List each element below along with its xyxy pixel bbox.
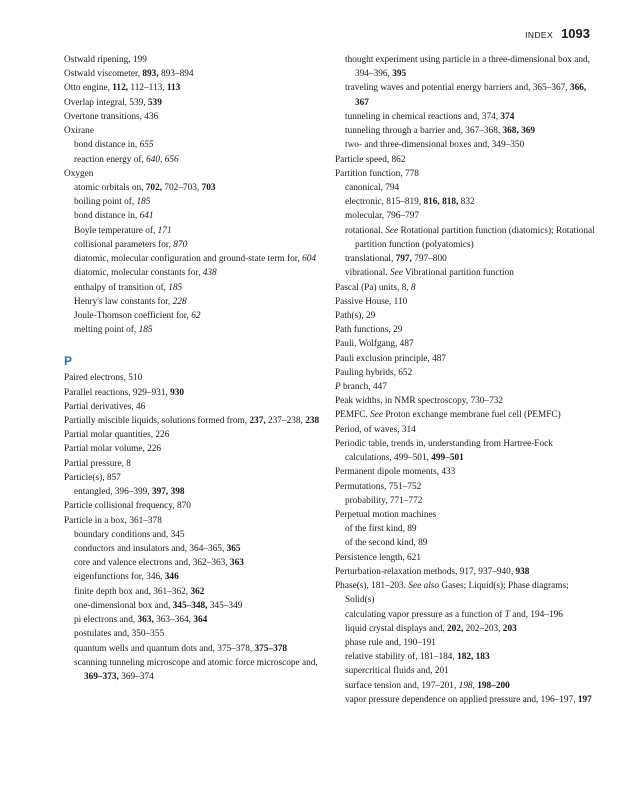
index-entry [335, 437, 597, 465]
entry-text: calculating vapor pressure as a function of [345, 609, 505, 620]
index-entry [335, 309, 597, 323]
entry-text: branch, 447 [340, 382, 387, 393]
index-entry [335, 295, 597, 309]
entry-text: Peak widths, in NMR spectroscopy, 730–732 [335, 396, 504, 407]
page-ref-bold: 499–501 [431, 453, 464, 464]
index-group-p [64, 371, 326, 684]
entry-text: pi electrons and, [74, 615, 138, 626]
page-ref-bold: 345–348, [172, 600, 208, 611]
entry-text: 702–703, [162, 182, 202, 193]
index-entry [335, 565, 597, 579]
index-entry [335, 408, 597, 422]
entry-text: 832 [458, 197, 475, 208]
entry-text: 202–203, [463, 623, 503, 634]
entry-text: core and valence electrons and, 362–363, [74, 558, 230, 569]
entry-text: Otto engine, [64, 83, 113, 94]
entry-text: Oxirane [64, 126, 94, 137]
page-ref-bold: 702, [145, 182, 163, 193]
index-group-p-continued [335, 53, 597, 707]
index-subentry [64, 252, 326, 266]
index-subentry [335, 494, 597, 508]
page-ref-italic: 185 [138, 325, 153, 336]
entry-text: Partial molar volume, 226 [64, 444, 162, 455]
page-ref-bold: 198–200 [477, 680, 510, 691]
index-subentry [64, 224, 326, 238]
page-ref-bold: 112, [112, 83, 129, 94]
entry-text: scanning tunneling microscope and atomic force microscope and, [74, 657, 318, 668]
entry-text: surface tension and, 197–201, [345, 680, 459, 691]
page-ref-italic: 185 [168, 282, 183, 293]
entry-text: of the second kind, 89 [345, 538, 428, 549]
entry-text: collisional parameters for, [74, 239, 174, 250]
entry-text: Oxygen [64, 168, 94, 179]
index-subentry [335, 124, 597, 138]
index-subentry [64, 656, 326, 684]
page-ref-bold: 238 [305, 416, 320, 427]
page-ref-bold: 369–373, [84, 671, 119, 682]
index-subentry [64, 570, 326, 584]
entry-text: Particle speed, 862 [335, 154, 406, 165]
index-entry [64, 428, 326, 442]
page-ref-italic: 870 [173, 239, 188, 250]
entry-text: Pauli exclusion principle, 487 [335, 353, 447, 364]
entry-text: Perpetual motion machines [335, 510, 437, 520]
index-entry [64, 96, 326, 110]
index-entry [64, 67, 326, 81]
index-column-right [335, 53, 597, 707]
index-subentry [335, 81, 597, 109]
entry-text: Ostwald ripening, 199 [64, 55, 147, 65]
index-subentry [64, 528, 326, 542]
index-group-o [64, 53, 326, 337]
index-subentry [335, 679, 597, 693]
index-subentry [335, 664, 597, 678]
entry-text: postulates and, 350–355 [74, 629, 165, 640]
page-ref-bold: 930 [170, 387, 185, 398]
index-entry [64, 110, 326, 124]
index-subentry [335, 650, 597, 664]
entry-text: Particle collisional frequency, 870 [64, 501, 191, 512]
index-entry [335, 352, 597, 366]
page-number: 1093 [561, 26, 590, 41]
page-ref-bold: 816, 818, [423, 197, 459, 208]
index-entry [335, 480, 597, 494]
page-ref-bold: 374 [500, 111, 515, 122]
entry-text: quantum wells and quantum dots and, 375–378, [74, 643, 255, 654]
entry-text: probability, 771–772 [345, 495, 423, 506]
index-subentry [335, 536, 597, 550]
index-subentry [335, 224, 597, 252]
entry-text: Boyle temperature of, [74, 225, 158, 236]
entry-text: entangled, 396–399, [74, 487, 152, 498]
index-subentry [64, 281, 326, 295]
index-entry [64, 386, 326, 400]
index-subentry [335, 181, 597, 195]
entry-text: Permutations, 751–752 [335, 481, 422, 492]
page-ref-bold: 397, 398 [151, 487, 185, 498]
entry-text: Persistence length, 621 [335, 552, 421, 563]
entry-text: diatomic, molecular configuration and ground-state term for, [74, 254, 303, 265]
index-subentry [335, 622, 597, 636]
entry-text: Perturbation-relaxation methods, 917, 937–940, [335, 566, 516, 577]
index-subentry [64, 209, 326, 223]
entry-text: Phase(s), 181–203. [335, 581, 409, 592]
page-ref-bold: 203 [502, 623, 517, 634]
entry-text: vapor pressure dependence on applied pressure and, 196–197, [345, 694, 578, 705]
entry-text: Henry's law constants for, [74, 296, 173, 307]
index-subentry [64, 556, 326, 570]
index-entry [335, 380, 597, 394]
page-ref-bold: 797, [395, 254, 412, 265]
entry-text: and, 194–196 [509, 609, 563, 620]
index-entry [64, 400, 326, 414]
page-ref-bold: 938 [515, 566, 530, 577]
entry-text: Partition function, 778 [335, 168, 419, 179]
entry-text: Rotational partition function (diatomics); Rotational partition function (polyatomics) [355, 225, 595, 250]
entry-text: Passive House, 110 [335, 296, 408, 307]
index-subentry [64, 599, 326, 613]
index-entry [335, 366, 597, 380]
entry-text: Paired electrons, 510 [64, 373, 143, 384]
entry-text: Vibrational partition function [402, 268, 514, 279]
entry-text: Partial molar quantities, 226 [64, 430, 170, 441]
entry-text: one-dimensional box and, [74, 600, 173, 611]
page-ref-bold: 362 [190, 586, 205, 597]
index-entry [335, 167, 597, 181]
page-ref-italic: See [385, 225, 399, 236]
index-entry [335, 551, 597, 565]
page-ref-italic: See [389, 268, 403, 279]
entry-text: two- and three-dimensional boxes and, 349–350 [345, 140, 525, 151]
entry-text: Permanent dipole moments, 433 [335, 467, 456, 478]
page-ref-bold: 197 [577, 694, 592, 705]
entry-text: Overlap integral, 539, [64, 97, 148, 108]
index-subentry [335, 110, 597, 124]
index-subentry [64, 585, 326, 599]
entry-text: Particle in a box, 361–378 [64, 515, 162, 526]
index-subentry [64, 627, 326, 641]
entry-text: Partially miscible liquids, solutions formed from, [64, 416, 250, 427]
header-label: INDEX [525, 30, 554, 40]
entry-text: Period, of waves, 314 [335, 424, 416, 435]
entry-text: 345–349 [207, 600, 243, 611]
entry-text: bond distance in, [74, 140, 140, 151]
entry-text: atomic orbitals on, [74, 182, 146, 193]
page-ref-italic: 8 [410, 282, 416, 293]
page-ref-italic: See [370, 410, 384, 421]
entry-text: finite depth box and, 361–362, [74, 586, 191, 597]
page-ref-bold: 346 [164, 572, 179, 583]
entry-text: eigenfunctions for, 346, [74, 572, 165, 583]
page-ref-bold: 703 [201, 182, 216, 193]
index-entry [335, 423, 597, 437]
entry-text: PEMFC. [335, 410, 371, 421]
entry-text: 237–238, [265, 416, 306, 427]
entry-text: translational, [345, 254, 396, 265]
index-entry [335, 281, 597, 295]
index-subentry [335, 693, 597, 707]
page-ref-italic: 604 [302, 254, 317, 265]
index-subentry [64, 542, 326, 556]
index-entry [64, 457, 326, 471]
page-ref-italic: 641 [139, 211, 154, 222]
page-ref-bold: 363, [137, 615, 154, 626]
index-subentry [64, 485, 326, 499]
entry-text: conductors and insulators and, 364–365, [74, 544, 227, 554]
entry-text: phase rule and, 190–191 [345, 637, 436, 648]
entry-text: relative stability of, 181–184, [345, 652, 458, 663]
entry-text: 797–800 [411, 254, 447, 265]
index-entry [64, 499, 326, 513]
page-ref-bold: 113 [166, 83, 181, 94]
entry-text: Partial pressure, 8 [64, 458, 131, 469]
running-header [525, 26, 590, 41]
page-ref-bold: 539 [147, 97, 162, 108]
entry-text: boundary conditions and, 345 [74, 529, 185, 540]
page-ref-bold: 363 [229, 558, 244, 569]
index-entry [64, 471, 326, 485]
index-entry [64, 514, 326, 528]
index-subentry [335, 636, 597, 650]
entry-text: tunneling through a barrier and, 367–368, [345, 126, 503, 137]
index-entry [335, 323, 597, 337]
page-ref-bold: 237, [249, 416, 266, 427]
page-ref-bold: 364 [193, 615, 208, 626]
index-column-left [64, 53, 326, 684]
entry-text: reaction energy of, [74, 154, 147, 165]
entry-text: Pauling hybrids, 652 [335, 367, 413, 378]
page-ref-italic: 185 [136, 197, 151, 208]
index-subentry [335, 608, 597, 622]
index-subentry [64, 642, 326, 656]
page-ref-bold: 202, [447, 623, 464, 634]
index-subentry [64, 238, 326, 252]
page-ref-italic: P [335, 382, 341, 393]
index-subentry [335, 252, 597, 266]
section-letter: P [64, 354, 73, 369]
page-ref-italic: 655 [139, 140, 154, 151]
page-ref-italic: 198, [458, 680, 475, 691]
index-subentry [64, 323, 326, 337]
page-ref-bold: 893, [142, 69, 159, 80]
index-subentry [64, 613, 326, 627]
index-subentry [64, 309, 326, 323]
entry-text: Overtone transitions, 436 [64, 111, 159, 122]
entry-text: melting point of, [74, 325, 139, 336]
index-subentry [64, 181, 326, 195]
entry-text: 893–894 [158, 69, 194, 80]
entry-text: Joule-Thomson coefficient for, [74, 310, 192, 321]
entry-text: Partial derivatives, 46 [64, 401, 146, 412]
index-subentry [64, 153, 326, 167]
index-entry [335, 394, 597, 408]
entry-text: liquid crystal displays and, [345, 623, 447, 634]
index-entry [64, 124, 326, 138]
section-heading-p [64, 351, 326, 371]
entry-text: diatomic, molecular constants for, [74, 268, 203, 279]
index-entry [335, 465, 597, 479]
index-subentry [335, 266, 597, 280]
index-subentry [64, 295, 326, 309]
index-subentry [335, 53, 597, 81]
page-ref-italic: 438 [202, 268, 217, 279]
entry-text: molecular, 796–797 [345, 211, 419, 222]
entry-text: Path(s), 29 [335, 310, 376, 321]
index-subentry [335, 138, 597, 152]
index-subentry [335, 522, 597, 536]
page-ref-italic: 62 [191, 310, 201, 321]
entry-text: Pascal (Pa) units, 8, [335, 282, 411, 293]
index-entry [335, 508, 597, 522]
entry-text: thought experiment using particle in a three-dimensional box and, 394–396, [345, 55, 591, 80]
page-ref-italic: T [504, 609, 510, 620]
entry-text: 112–113, [128, 83, 167, 94]
entry-text: canonical, 794 [345, 182, 400, 193]
entry-text: bond distance in, [74, 211, 140, 222]
page-ref-bold: 368, 369 [502, 126, 536, 137]
section-spacer [64, 337, 326, 351]
index-entry [64, 414, 326, 428]
index-entry [335, 337, 597, 351]
entry-text: rotational. [345, 225, 386, 236]
entry-text: enthalpy of transition of, [74, 282, 169, 293]
page-ref-bold: 395 [392, 69, 407, 80]
page-ref-italic: 171 [157, 225, 172, 236]
entry-text: Gases; Liquid(s); Phase diagrams; Solid(s) [345, 581, 569, 606]
entry-text: 363–364, [153, 615, 194, 626]
page-ref-italic: 640, 656 [146, 154, 179, 165]
entry-text: of the first kind, 89 [345, 524, 417, 535]
index-subentry [64, 266, 326, 280]
entry-text: vibrational. [345, 268, 390, 279]
entry-text: Pauli, Wolfgang, 487 [335, 339, 414, 350]
index-subentry [64, 195, 326, 209]
entry-text: Periodic table, trends in, understanding from Hartree-Fock calculations, 499–501, [335, 438, 553, 464]
entry-text: boiling point of, [74, 197, 137, 208]
entry-text: Parallel reactions, 929–931, [64, 387, 171, 398]
entry-text: supercritical fluids and, 201 [345, 666, 449, 677]
page-ref-bold: 366, 367 [355, 83, 587, 108]
entry-text: 369–374 [118, 671, 154, 682]
index-entry [335, 153, 597, 167]
page-ref-bold: 182, 183 [457, 652, 490, 663]
index-subentry [64, 138, 326, 152]
index-subentry [335, 209, 597, 223]
entry-text: Particle(s), 857 [64, 472, 121, 483]
entry-text: traveling waves and potential energy barriers and, 365–367, [345, 83, 570, 94]
index-entry [335, 579, 597, 607]
page-ref-bold: 365 [226, 544, 241, 554]
entry-text: electronic, 815–819, [345, 197, 424, 208]
index-subentry [335, 195, 597, 209]
index-entry [64, 53, 326, 67]
entry-text: tunneling in chemical reactions and, 374, [345, 111, 501, 122]
page-ref-italic: See also [408, 581, 440, 592]
page-ref-italic: 228 [172, 296, 187, 307]
entry-text: Ostwald viscometer, [64, 69, 143, 80]
index-entry [64, 81, 326, 95]
entry-text: Proton exchange membrane fuel cell (PEMFC) [383, 410, 561, 421]
entry-text: Path functions, 29 [335, 325, 403, 336]
index-entry [64, 167, 326, 181]
page-ref-bold: 375–378 [254, 643, 288, 654]
index-entry [64, 442, 326, 456]
index-entry [64, 371, 326, 385]
